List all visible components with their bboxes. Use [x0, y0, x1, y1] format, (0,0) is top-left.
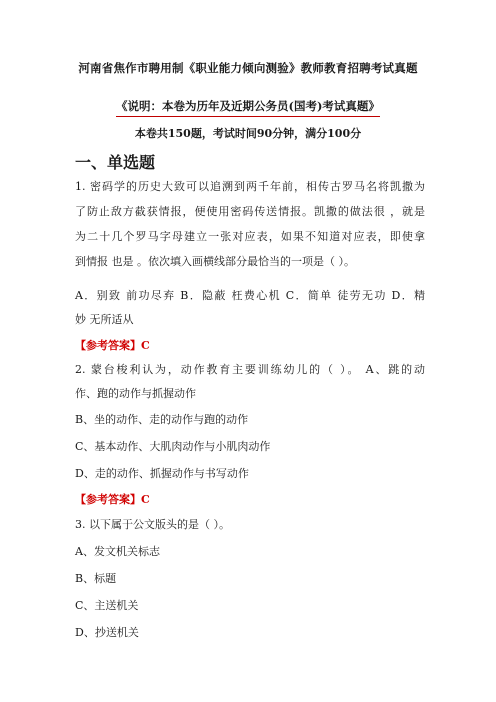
question-2-line-1: 2. 蒙台梭利认为，动作教育主要训练幼儿的（ ）。 A、跳的动 [75, 363, 425, 376]
question-3-option-d: D、抄送机关 [75, 626, 139, 639]
document-title: 河南省焦作市聘用制《职业能力倾向测验》教师教育招聘考试真题 [78, 61, 418, 75]
question-1-options-line-1: A．别致 前功尽弃 B．隐蔽 枉费心机 C．简单 徒劳无功 D．精 [75, 289, 425, 302]
question-2-option-b: B、坐的动作、走的动作与跑的动作 [75, 413, 249, 426]
subtitle-text: 《说明：本卷为历年及近期公务员(国考)考试真题》 [116, 98, 380, 117]
question-2-option-d: D、走的动作、抓握动作与书写动作 [75, 467, 249, 480]
question-3-option-b: B、标题 [75, 572, 117, 585]
question-3-line-1: 3. 以下属于公文版头的是（ ）。 [75, 518, 230, 531]
question-3-option-c: C、主送机关 [75, 599, 139, 612]
question-1-line-3: 为二十几个罗马字母建立一张对应表，如果不知道对应表，即使拿 [75, 230, 425, 243]
question-2-option-c: C、基本动作、大肌肉动作与小肌肉动作 [75, 440, 271, 453]
question-2-line-2: 作、跑的动作与抓握动作 [75, 387, 196, 400]
question-1-line-4: 到情报 也是 。依次填入画横线部分最恰当的一项是（ ）。 [75, 255, 355, 268]
section-heading: 一、单选题 [75, 153, 156, 172]
question-1-options-line-2: 妙 无所适从 [75, 313, 134, 326]
exam-info: 本卷共150题，考试时间90分钟，满分100分 [134, 127, 362, 140]
question-1-line-1: 1. 密码学的历史大致可以追溯到两千年前，相传古罗马名将凯撒为 [75, 180, 425, 193]
question-2-answer: 【参考答案】C [75, 493, 150, 506]
question-1-answer: 【参考答案】C [75, 339, 150, 352]
document-subtitle [0, 95, 496, 117]
question-1-line-2: 了防止敌方截获情报，便使用密码传送情报。凯撒的做法很 ，就是 [75, 205, 425, 218]
question-3-option-a: A、发文机关标志 [75, 545, 160, 558]
